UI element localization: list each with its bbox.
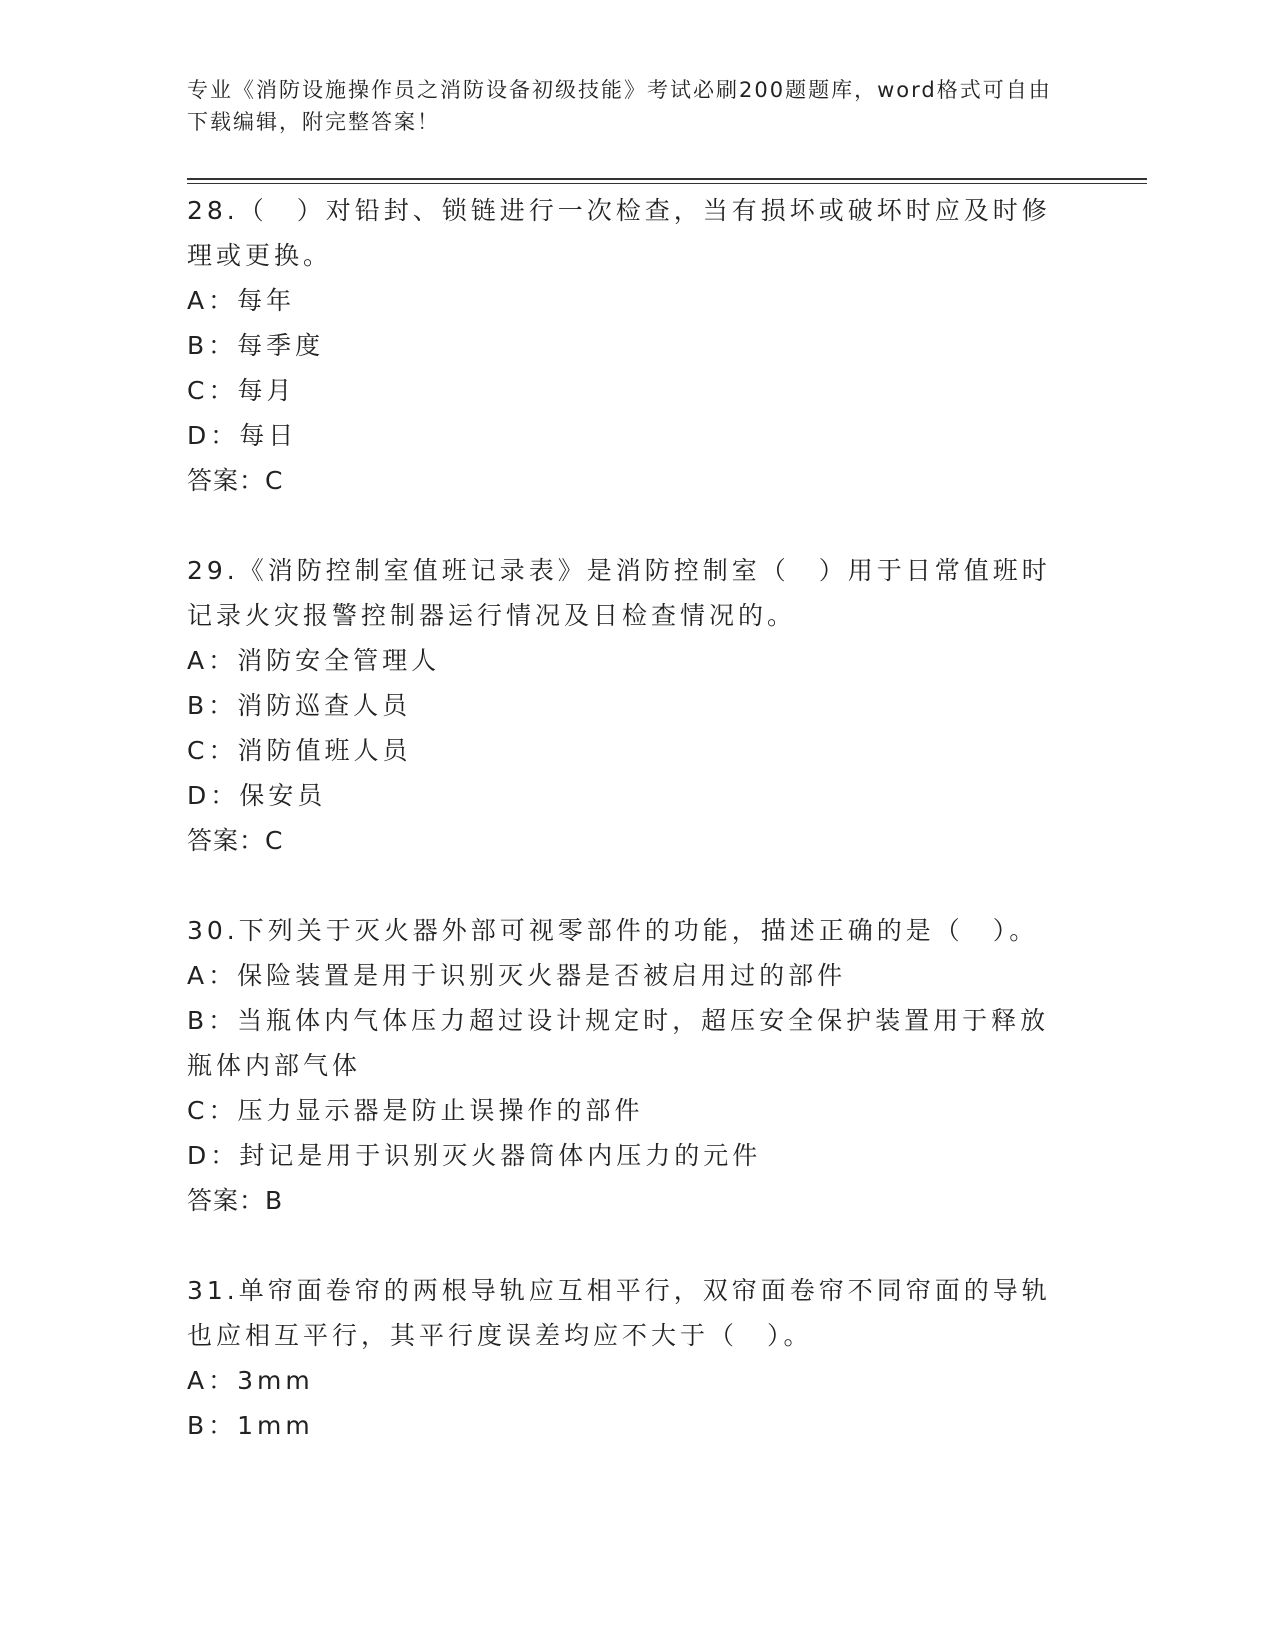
option-b: B：每季度 [187,331,325,360]
question-28 [187,188,1147,504]
document-page [187,70,1147,1448]
document-header: 专业《消防设施操作员之消防设备初级技能》考试必刷200题题库，word格式可自由下载编辑，附完整答案！ [187,78,1052,134]
option-a: A：保险装置是用于识别灭火器是否被启用过的部件 [187,961,847,990]
option-a: A：消防安全管理人 [187,646,441,675]
option-b: B：1mm [187,1411,314,1440]
question-30 [187,908,1147,1224]
option-a: A：每年 [187,286,296,315]
option-b: B：当瓶体内气体压力超过设计规定时，超压安全保护装置用于释放瓶体内部气体 [187,1006,1050,1080]
option-a: A：3mm [187,1366,314,1395]
question-stem: 29.《消防控制室值班记录表》是消防控制室（ ）用于日常值班时记录火灾报警控制器运行情况及日检查情况的。 [187,556,1051,630]
question-stem: 31.单帘面卷帘的两根导轨应互相平行，双帘面卷帘不同帘面的导轨也应相互平行，其平行度误差均应不大于（ ）。 [187,1276,1051,1350]
question-stem: 28.（ ）对铅封、锁链进行一次检查，当有损坏或破坏时应及时修理或更换。 [187,196,1051,270]
option-c: C：消防值班人员 [187,736,412,765]
option-d: D：每日 [187,421,298,450]
question-31 [187,1268,1147,1448]
question-29 [187,548,1147,864]
answer-line: 答案：C [187,826,284,855]
option-c: C：压力显示器是防止误操作的部件 [187,1096,644,1125]
option-d: D：封记是用于识别灭火器筒体内压力的元件 [187,1141,762,1170]
answer-line: 答案：B [187,1186,284,1215]
header-divider [187,178,1147,184]
option-d: D：保安员 [187,781,327,810]
question-stem: 30.下列关于灭火器外部可视零部件的功能，描述正确的是（ ）。 [187,916,1039,945]
answer-line: 答案：C [187,466,284,495]
option-b: B：消防巡查人员 [187,691,412,720]
option-c: C：每月 [187,376,296,405]
